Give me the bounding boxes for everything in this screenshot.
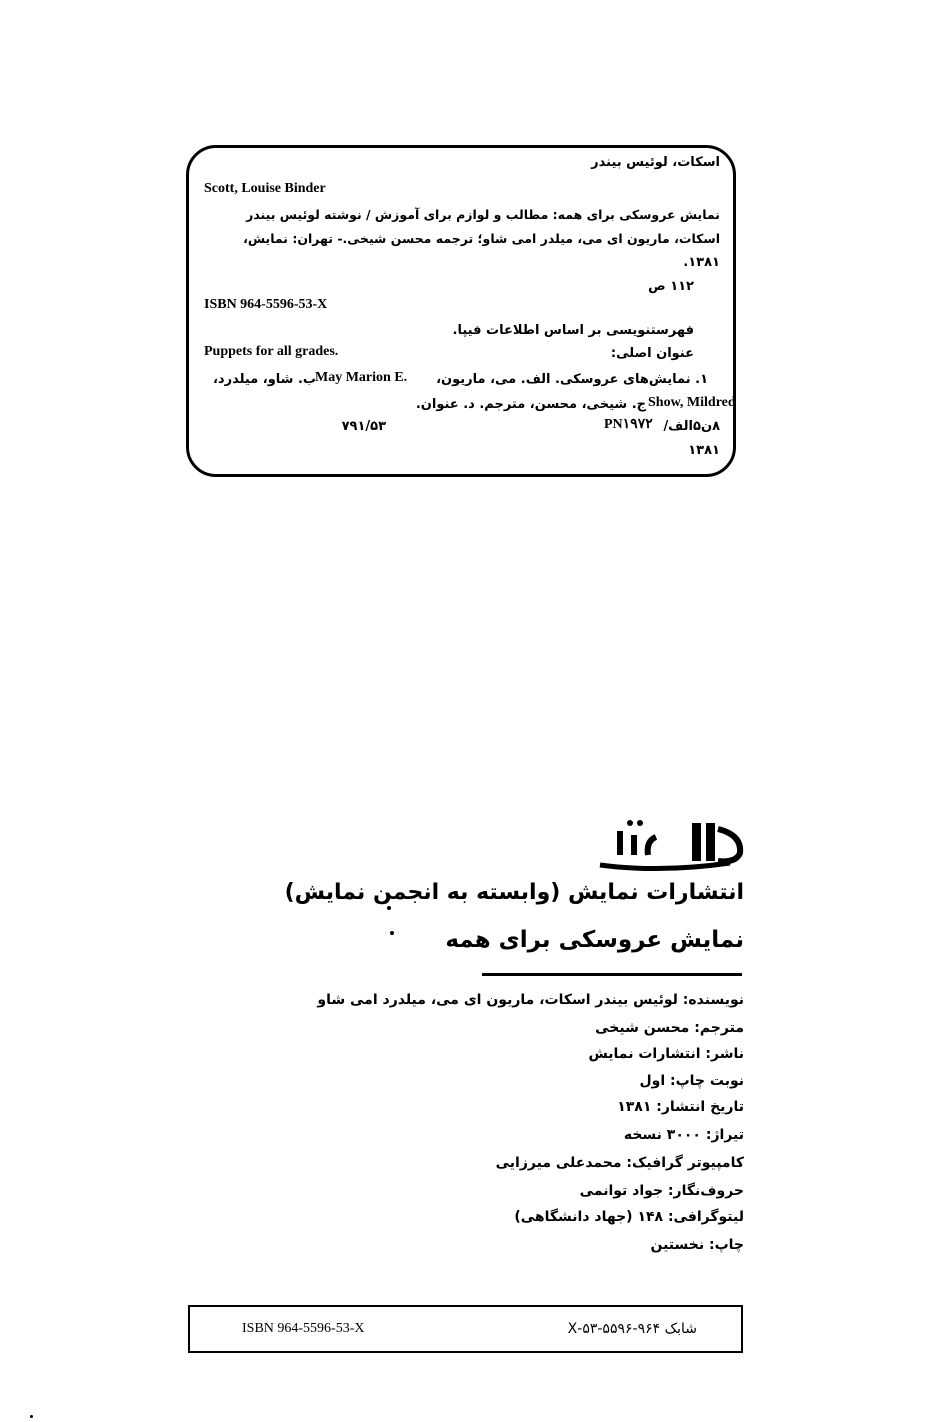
title-rule	[482, 973, 742, 976]
credit-line	[496, 1155, 744, 1171]
cip-year: ۱۳۸۱.	[683, 255, 720, 270]
cip-fipa-note: فهرستنویسی بر اساس اطلاعات فیپا.	[452, 323, 694, 338]
credit-line	[514, 1209, 744, 1225]
credit-value: ۱۴۸ (جهاد دانشگاهی)	[514, 1209, 664, 1225]
cip-author-fa: اسکات، لوئیس بیندر	[591, 155, 720, 170]
credit-value: محسن شیخی	[595, 1020, 690, 1036]
cip-subject2-fa: ج. شیخی، محسن، مترجم. د. عنوان.	[415, 397, 646, 412]
cip-subject-fa2: ب. شاو، میلدرد،	[212, 372, 316, 387]
cip-isbn: ISBN 964-5596-53-X	[204, 297, 328, 312]
isbn-footer-box	[188, 1305, 743, 1353]
cip-subject2-en: Show, Mildred	[648, 395, 736, 410]
credit-line	[580, 1183, 744, 1199]
credit-label: نوبت چاپ:	[670, 1073, 744, 1089]
publisher-line: انتشارات نمایش (وابسته به انجمن نمایش)	[284, 880, 744, 905]
credit-value: محمدعلی میرزایی	[495, 1155, 622, 1171]
credit-label: نویسنده:	[682, 992, 744, 1008]
credit-line	[317, 992, 744, 1008]
credit-value: انتشارات نمایش	[588, 1046, 701, 1062]
credit-label: لیتوگرافی:	[667, 1209, 744, 1225]
credit-value: ۳۰۰۰ نسخه	[623, 1127, 701, 1143]
stray-dot	[390, 931, 394, 935]
isbn-english: ISBN 964-5596-53-X	[242, 1321, 365, 1336]
credit-label: ناشر:	[705, 1046, 744, 1062]
credit-value: اول	[639, 1073, 666, 1089]
credit-label: تاریخ انتشار:	[656, 1099, 744, 1115]
credit-label: مترجم:	[694, 1020, 744, 1036]
cip-original-title-label: عنوان اصلی:	[610, 346, 694, 361]
cip-call-label: ۸ن۵الف/	[663, 419, 720, 434]
credit-line	[589, 1046, 745, 1062]
credit-line	[617, 1099, 744, 1115]
cip-title-line1: نمایش عروسکی برای همه: مطالب و لوازم برای آموزش / نوشته لوئیس بیندر	[246, 207, 720, 222]
credit-line	[595, 1020, 744, 1036]
isbn-persian: شابک ۹۶۴-۵۵۹۶-۵۳-X	[567, 1321, 697, 1337]
cip-dewey: ۷۹۱/۵۳	[341, 419, 386, 434]
credit-value: جواد توانمی	[579, 1183, 664, 1199]
credit-label: حروف‌نگار:	[667, 1183, 744, 1199]
stray-dot	[387, 906, 391, 910]
cip-call-year: ۱۳۸۱	[688, 443, 720, 458]
namayesh-publisher-logo-icon	[590, 805, 750, 875]
corner-dot	[30, 1415, 33, 1418]
cip-title-line2: اسکات، ماریون ای می، میلدر امی شاو؛ ترجمه محسن شیخی.- تهران: نمایش،	[243, 231, 720, 246]
cip-call-en: PN۱۹۷۲	[604, 417, 653, 432]
cip-original-title: Puppets for all grades.	[204, 344, 339, 359]
credit-value: ۱۳۸۱	[617, 1099, 652, 1115]
cip-subject-fa: ۱. نمایش‌های عروسکی. الف. می، ماریون،	[436, 372, 708, 387]
credit-value: لوئیس بیندر اسکات، ماریون ای می، میلدرد امی شاو	[317, 992, 678, 1008]
cip-author-en: Scott, Louise Binder	[204, 181, 326, 196]
credit-value: نخستین	[650, 1237, 705, 1253]
credit-label: کامپیوتر گرافیک:	[626, 1155, 744, 1171]
cip-pages: ۱۱۲ ص	[648, 279, 694, 294]
cip-subject-en: May Marion E.	[315, 370, 408, 385]
credit-line	[639, 1073, 744, 1089]
credit-label: تیراژ:	[705, 1127, 744, 1143]
credit-line	[624, 1127, 744, 1143]
credit-line	[650, 1237, 744, 1253]
credit-label: چاپ:	[708, 1237, 744, 1253]
book-title: نمایش عروسکی برای همه	[445, 927, 744, 953]
